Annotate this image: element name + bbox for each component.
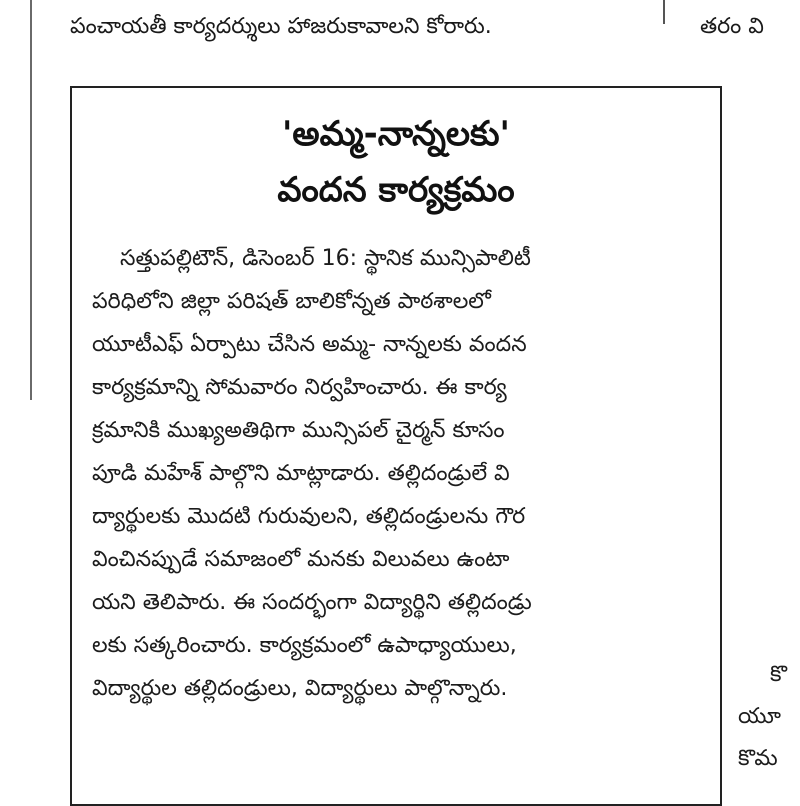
body-line: క్రమానికి ముఖ్యఅతిథిగా మున్సిపల్ చైర్మన్ కూసం	[92, 418, 505, 443]
right-column-bottom-line: యూ	[738, 704, 781, 729]
body-line: ద్యార్థులకు మొదటి గురువులని, తల్లిదండ్రులను గౌర	[92, 504, 526, 529]
body-line: కార్యక్రమాన్ని సోమవారం నిర్వహించారు. ఈ కార్య	[92, 375, 507, 400]
right-column-bottom-line: కొమ	[738, 746, 778, 771]
previous-article-last-line: పంచాయతీ కార్యదర్శులు హాజరుకావాలని కోరారు.	[70, 14, 492, 39]
top-column-divider	[663, 0, 665, 24]
body-line: విద్యార్థుల తల్లిదండ్రులు, విద్యార్థులు పాల్గొన్నారు.	[92, 676, 508, 701]
body-line: వించినప్పుడే సమాజంలో మనకు విలువలు ఉంటా	[92, 547, 510, 572]
body-line: పూడి మహేశ్ పాల్గొని మాట్లాడారు. తల్లిదండ్రులే వి	[92, 461, 510, 486]
news-article-box	[70, 86, 722, 806]
headline-line-2: వందన కార్యక్రమం	[277, 170, 515, 210]
body-line: సత్తుపల్లిటౌన్, డిసెంబర్ 16: స్థానిక మున్సిపాలిటీ	[120, 246, 531, 271]
adjacent-column-fragment: తరం వి	[700, 14, 764, 39]
body-line: పరిధిలోని జిల్లా పరిషత్ బాలికోన్నత పాఠశాలలో	[92, 289, 491, 314]
headline-line-1: 'అమ్మ-నాన్నలకు'	[282, 114, 510, 154]
right-column-bottom-line: కొ	[770, 662, 787, 687]
left-column-rule	[30, 0, 32, 400]
body-line: యూటీఎఫ్ ఏర్పాటు చేసిన అమ్మ- నాన్నలకు వందన	[92, 332, 527, 357]
body-line: లకు సత్కరించారు. కార్యక్రమంలో ఉపాధ్యాయులు,	[92, 633, 517, 658]
body-line: యని తెలిపారు. ఈ సందర్భంగా విద్యార్థిని తల్లిదండ్రు	[92, 590, 532, 615]
